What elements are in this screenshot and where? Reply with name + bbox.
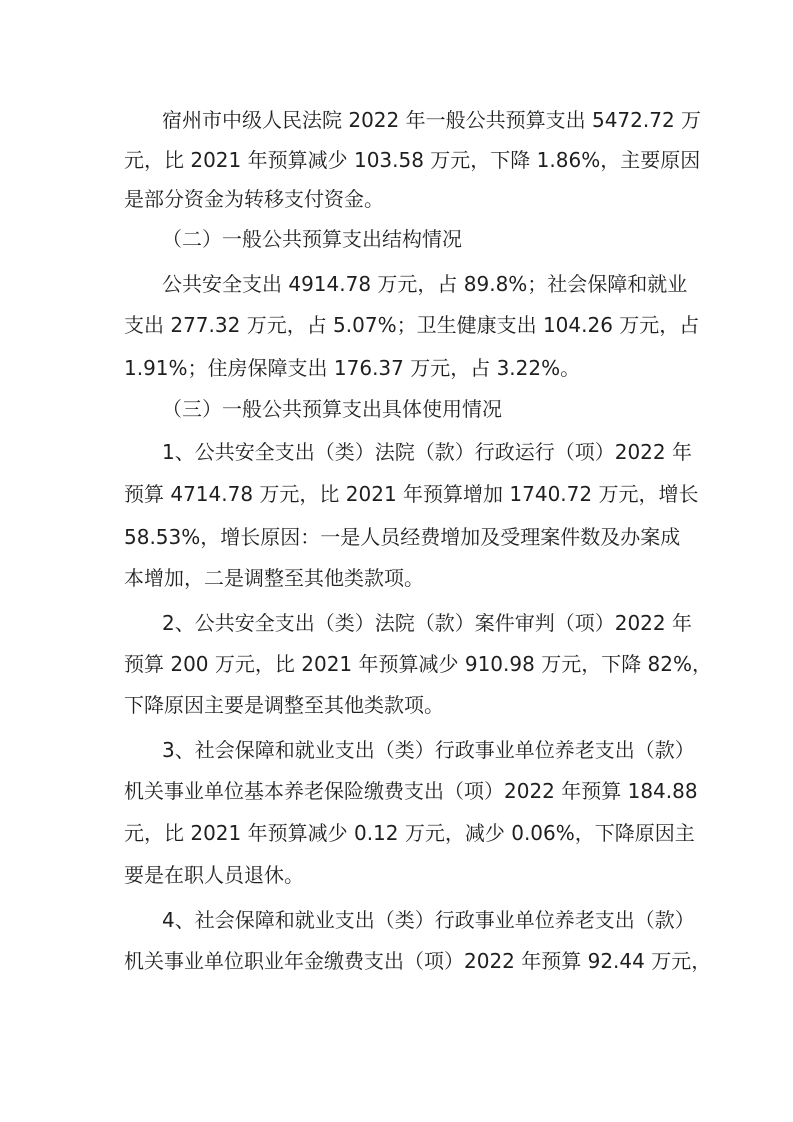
text-line: 1.91%；住房保障支出 176.37 万元，占 3.22%。 [124,356,581,380]
text-line: 公共安全支出 4914.78 万元，占 89.8%；社会保障和就业 [162,272,688,296]
text-line: 机关事业单位职业年金缴费支出（项）2022 年预算 92.44 万元， [124,949,712,973]
text-line: 2、公共安全支出（类）法院（款）案件审判（项）2022 年 [162,611,692,635]
text-line: 宿州市中级人民法院 2022 年一般公共预算支出 5472.72 万 [162,108,702,132]
text-line: 4、社会保障和就业支出（类）行政事业单位养老支出（款） [162,908,695,932]
text-line: 预算 4714.78 万元，比 2021 年预算增加 1740.72 万元，增长 [124,482,699,506]
text-line: 本增加，二是调整至其他类款项。 [124,566,424,590]
text-line: 支出 277.32 万元，占 5.07%；卫生健康支出 104.26 万元，占 [124,313,700,337]
section-heading: （二）一般公共预算支出结构情况 [162,227,462,251]
text-line: 是部分资金为转移支付资金。 [124,187,384,211]
section-heading: （三）一般公共预算支出具体使用情况 [162,397,502,421]
text-line: 3、社会保障和就业支出（类）行政事业单位养老支出（款） [162,738,695,762]
text-line: 预算 200 万元，比 2021 年预算减少 910.98 万元，下降 82%， [124,652,713,676]
text-line: 元，比 2021 年预算减少 103.58 万元，下降 1.86%，主要原因 [124,148,701,172]
text-line: 元，比 2021 年预算减少 0.12 万元，减少 0.06%，下降原因主 [124,821,695,845]
text-line: 下降原因主要是调整至其他类款项。 [124,693,444,717]
text-line: 要是在职人员退休。 [124,863,304,887]
text-line: 1、公共安全支出（类）法院（款）行政运行（项）2022 年 [162,440,692,464]
text-line: 58.53%，增长原因：一是人员经费增加及受理案件数及办案成 [124,525,681,549]
text-line: 机关事业单位基本养老保险缴费支出（项）2022 年预算 184.88 [124,779,698,803]
